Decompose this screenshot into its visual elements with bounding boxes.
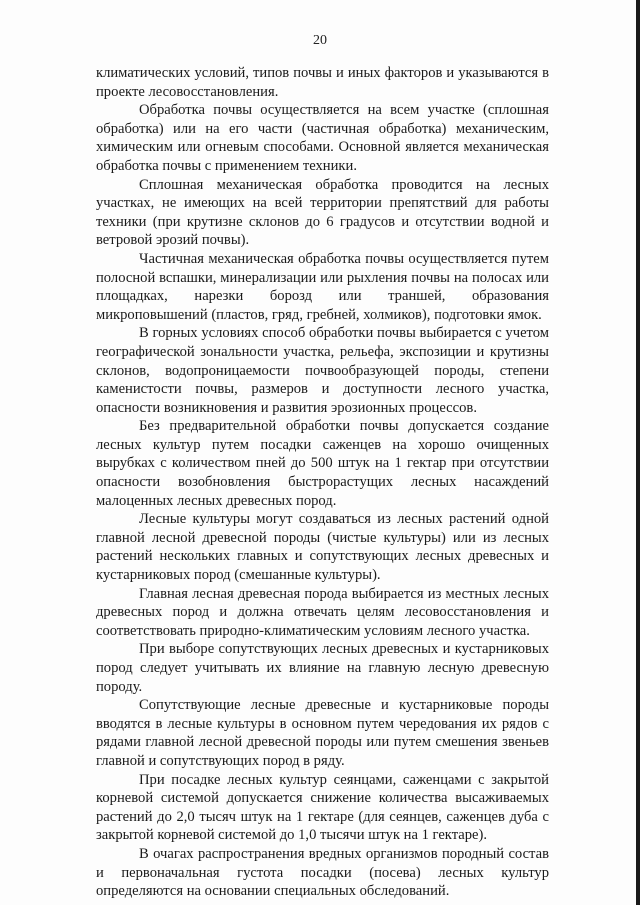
paragraph-forest-cultures: Лесные культуры могут создаваться из лесных растений одной главной лесной древесной породы (чистые культуры) или из лесных растений нескольких главных и сопутствующих лесных древесных и кустарниковых пород (смешанные культуры).: [96, 511, 549, 584]
document-body: [96, 64, 549, 901]
paragraph-companion-introduction: Сопутствующие лесные древесные и кустарниковые породы вводятся в лесные культуры в основном путем чередования их рядов с рядами главной лесной древесной породы или путем смешения звеньев главной и сопутствующих пород в ряду.: [96, 697, 549, 769]
paragraph-seedling-planting: При посадке лесных культур сеянцами, саженцами с закрытой корневой системой допускается снижение количества высаживаемых растений до 2,0 тысяч штук на 1 гектаре (для сеянцев, саженцев дуба с закрытой корневой системой до 1,0 тысячи штук на 1 гектаре).: [96, 771, 549, 844]
paragraph-pest-foci: В очагах распространения вредных организмов породный состав и первоначальная густота посадки (посева) лесных культур определяются на основании специальных обследований.: [96, 845, 549, 900]
paragraph-no-pretreatment: Без предварительной обработки почвы допускается создание лесных культур путем посадки саженцев на хорошо очищенных вырубках с количеством пней до 500 штук на 1 гектар при отсутствии опасности возобновления быстрорастущих лесных насаждений малоценных лесных древесных пород.: [96, 418, 549, 509]
paragraph-continuous-treatment: Сплошная механическая обработка проводится на лесных участках, не имеющих на всей территории препятствий для работы техники (при крутизне склонов до 6 градусов и отсутствии водной и ветровой эрозий почвы).: [96, 176, 549, 249]
scan-edge: [636, 0, 640, 905]
paragraph-partial-treatment: Частичная механическая обработка почвы осуществляется путем полосной вспашки, минерализации или рыхления почвы на полосах или площадках, нарезки борозд или траншей, образования микроповышений (пластов, гряд, гребней, холмиков), подготовки ямок.: [96, 250, 549, 323]
paragraph-soil-treatment: Обработка почвы осуществляется на всем участке (сплошная обработка) или на его части (частичная обработка) механическим, химическим или огневым способами. Основной является механическая обработка почвы с применением техники.: [96, 102, 549, 174]
page-number: 20: [313, 33, 327, 48]
paragraph-mountain-conditions: В горных условиях способ обработки почвы выбирается с учетом географической зональности участка, рельефа, экспозиции и крутизны склонов, водопроницаемости почвообразующей породы, степени каменистости почвы, размеров и доступности лесного участка, опасности возникновения и развития эрозионных процессов.: [96, 325, 549, 416]
paragraph-continuation: климатических условий, типов почвы и иных факторов и указываются в проекте лесовосстановления.: [96, 65, 549, 100]
paragraph-companion-selection: При выборе сопутствующих лесных древесных и кустарниковых пород следует учитывать их влияние на главную лесную древесную породу.: [96, 641, 549, 695]
paragraph-main-species: Главная лесная древесная порода выбирается из местных лесных древесных пород и должна отвечать целям лесовосстановления и соответствовать природно-климатическим условиям лесного участка.: [96, 585, 549, 639]
